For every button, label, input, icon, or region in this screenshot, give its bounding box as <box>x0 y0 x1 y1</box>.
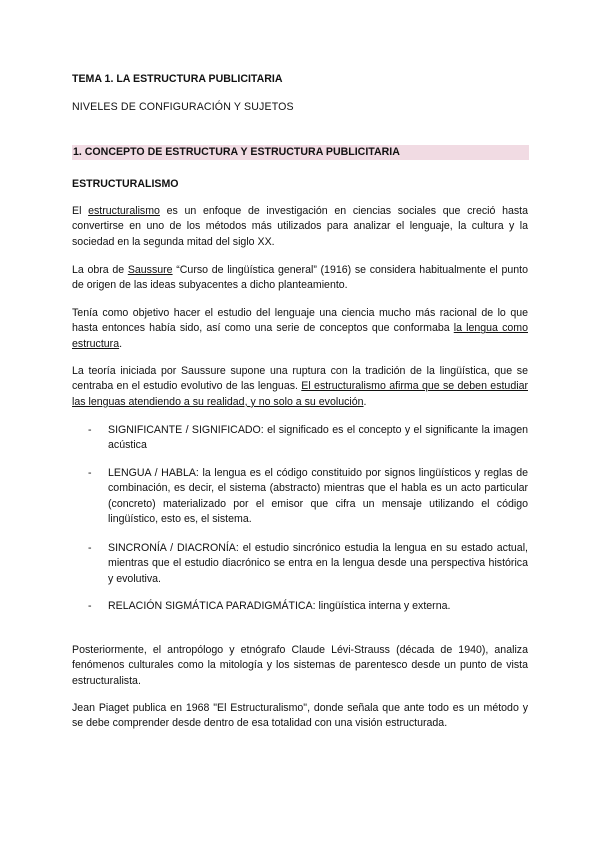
list-item-text: LENGUA / HABLA: la lengua es el código constituido por signos lingüísticos y reglas de combinación, es decir, el sistema (abstracto) mientras que el habla es un acto particular (concreto) materializado por el emisor que cifra un mensaje utilizando el código lingüístico, esto es, el sistema. <box>108 467 528 526</box>
paragraph-1-text-b: es un enfoque de investigación en ciencias sociales que creció hasta convertirse en uno de los métodos más utilizados para analizar el lenguaje, la cultura y la sociedad en la segunda mitad del siglo XX. <box>72 205 528 248</box>
paragraph-4 <box>72 364 528 410</box>
paragraph-5: Posteriormente, el antropólogo y etnógrafo Claude Lévi-Strauss (década de 1940), analiza fenómenos culturales como la mitología y los sistemas de parentesco desde un punto de vista estructuralista. <box>72 644 528 687</box>
paragraph-4-text-a: La teoría iniciada por Saussure supone una ruptura con la tradición de la lingüística, que se centraba en el estudio evolutivo de las lenguas. <box>72 365 528 393</box>
list-item <box>90 541 528 587</box>
paragraph-3 <box>72 306 528 352</box>
paragraph-1 <box>72 204 528 250</box>
list-item-text: RELACIÓN SIGMÁTICA PARADIGMÁTICA: lingüística interna y externa. <box>108 600 451 612</box>
list-bullet: - <box>88 467 92 479</box>
list-item <box>90 466 528 528</box>
paragraph-4-text-b: . <box>363 395 367 408</box>
paragraph-3-underlined: la lengua como estructura <box>72 322 528 350</box>
list-bullet: - <box>88 542 92 554</box>
paragraph-2 <box>72 263 528 294</box>
paragraph-2-text-b: “Curso de lingüística general” (1916) se considera habitualmente el punto de origen de las ideas subyacentes a dicho planteamiento. <box>72 264 528 292</box>
paragraph-3-text-b: . <box>119 337 123 350</box>
section-subheading: ESTRUCTURALISMO <box>72 178 179 190</box>
paragraph-2-underlined: Saussure <box>127 264 173 276</box>
document-title: TEMA 1. LA ESTRUCTURA PUBLICITARIA <box>72 73 283 85</box>
paragraph-2-text-a: La obra de <box>72 264 128 276</box>
list-item-text: SINCRONÍA / DIACRONÍA: el estudio sincrónico estudia la lengua en su estado actual, mientras que el estudio diacrónico se entra en la lengua desde una perspectiva histórica y evolutiva. <box>108 542 528 585</box>
list-item <box>90 599 528 614</box>
list-item <box>90 423 528 454</box>
paragraph-4-underlined: El estructuralismo afirma que se deben estudiar las lenguas atendiendo a su realidad, y no solo a su evolución <box>72 380 528 408</box>
paragraph-1-underlined: estructuralismo <box>88 205 160 217</box>
paragraph-1-text-a: El <box>72 205 89 217</box>
list-bullet: - <box>88 424 92 436</box>
list-bullet: - <box>88 600 92 612</box>
document-subtitle: NIVELES DE CONFIGURACIÓN Y SUJETOS <box>72 101 294 113</box>
section-heading: 1. CONCEPTO DE ESTRUCTURA Y ESTRUCTURA PUBLICITARIA <box>72 145 529 160</box>
paragraph-3-text-a: Tenía como objetivo hacer el estudio del lenguaje una ciencia mucho más racional de lo que hasta entonces había sido, así como una serie de conceptos que conformaba <box>72 307 528 335</box>
list-item-text: SIGNIFICANTE / SIGNIFICADO: el significado es el concepto y el significante la imagen acústica <box>108 424 528 452</box>
paragraph-6: Jean Piaget publica en 1968 "El Estructuralismo", donde señala que ante todo es un método y se debe comprender desde dentro de esa totalidad con una visión estructurada. <box>72 702 528 730</box>
